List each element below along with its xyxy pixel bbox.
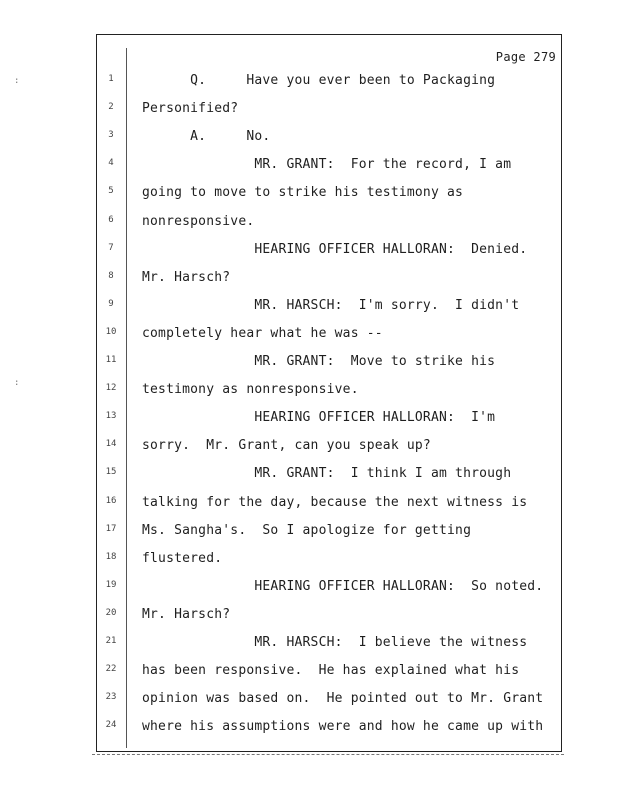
line-number: 18	[105, 551, 117, 562]
line-number: 24	[105, 720, 117, 731]
scan-edge-mark: :	[14, 378, 20, 388]
transcript-line: flustered.	[142, 550, 223, 566]
transcript-line: nonresponsive.	[142, 213, 255, 229]
transcript-line: testimony as nonresponsive.	[142, 382, 359, 398]
line-number: 14	[105, 439, 117, 450]
line-number: 17	[105, 523, 117, 534]
page-bottom-rule	[92, 754, 564, 756]
line-number: 21	[105, 636, 117, 646]
line-number: 9	[108, 298, 114, 309]
transcript-line: has been responsive. He has explained what his	[142, 663, 520, 679]
transcript-line: Personified?	[142, 101, 239, 117]
transcript-line: completely hear what he was --	[142, 325, 383, 341]
line-number: 1	[108, 74, 114, 84]
line-number: 15	[105, 467, 117, 478]
transcript-line: Ms. Sangha's. So I apologize for getting	[142, 522, 472, 538]
transcript-line: talking for the day, because the next witness is	[142, 494, 528, 510]
transcript-line: MR. GRANT: Move to strike his	[142, 354, 496, 369]
line-number: 3	[108, 130, 114, 141]
page-number: Page 279	[495, 50, 556, 64]
transcript-line: Mr. Harsch?	[142, 606, 231, 622]
transcript-line: MR. GRANT: For the record, I am	[142, 157, 512, 173]
transcript-line: A. No.	[142, 129, 271, 145]
line-number: 16	[105, 495, 117, 506]
transcript-line: sorry. Mr. Grant, can you speak up?	[142, 438, 431, 454]
transcript-line: MR. HARSCH: I'm sorry. I didn't	[142, 297, 520, 313]
line-number: 20	[105, 607, 117, 618]
transcript-line: HEARING OFFICER HALLORAN: Denied.	[142, 241, 528, 257]
transcript-line: Mr. Harsch?	[142, 269, 231, 285]
line-number: 6	[108, 214, 114, 225]
transcript-line: HEARING OFFICER HALLORAN: So noted.	[142, 578, 544, 594]
line-number: 5	[108, 186, 114, 197]
transcript-line: MR. HARSCH: I believe the witness	[142, 635, 528, 650]
line-number: 19	[105, 579, 117, 590]
line-number: 13	[105, 411, 117, 422]
transcript-line: HEARING OFFICER HALLORAN: I'm	[142, 410, 496, 426]
line-number: 8	[108, 270, 114, 281]
transcript-line: going to move to strike his testimony as	[142, 185, 464, 201]
transcript-line: Q. Have you ever been to Packaging	[142, 73, 496, 88]
line-number: 4	[108, 158, 114, 169]
line-number: 23	[105, 692, 117, 703]
line-number: 10	[105, 326, 117, 337]
line-number: 22	[105, 664, 117, 675]
line-number: 2	[108, 102, 114, 113]
transcript-line: opinion was based on. He pointed out to Mr. Grant	[142, 691, 544, 707]
line-number: 12	[105, 383, 117, 394]
scan-edge-mark: :	[14, 76, 20, 86]
line-number: 7	[108, 242, 114, 253]
transcript-line: MR. GRANT: I think I am through	[142, 466, 512, 482]
transcript-line: where his assumptions were and how he came up with	[142, 719, 544, 735]
line-number-margin-rule	[126, 48, 127, 748]
line-number: 11	[105, 355, 117, 365]
